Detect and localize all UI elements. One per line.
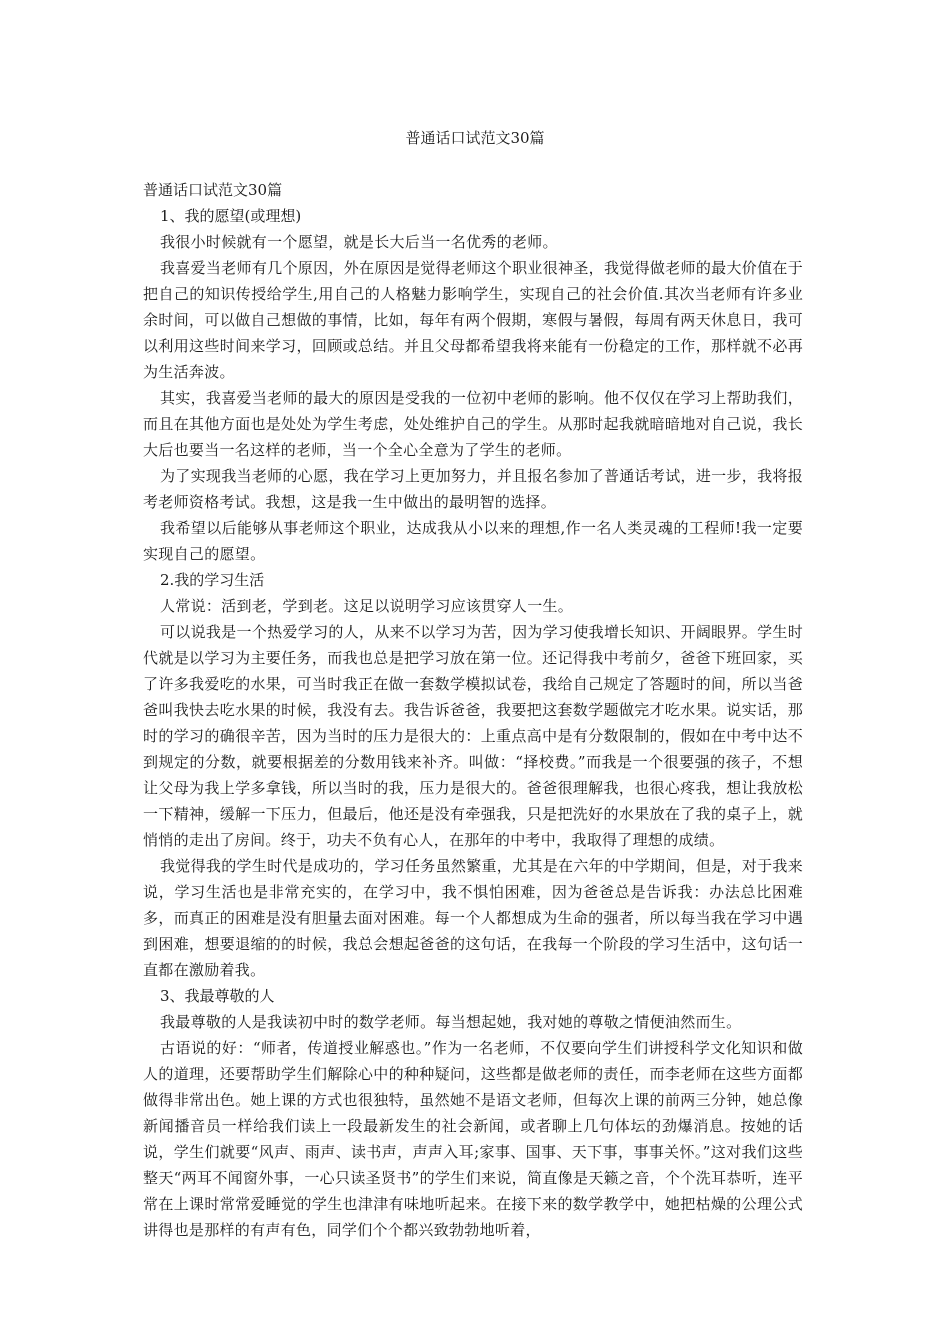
paragraph: 古语说的好：“师者，传道授业解惑也。”作为一名老师，不仅要向学生们讲授科学文化知识和做人的道理，还要帮助学生们解除心中的种种疑问，这些都是做老师的责任，而李老师在这些方面都做得非常出色。她上课的方式也很独特，虽然她不是语文老师，但每次上课的前两三分钟，她总像新闻播音员一样给我们读上一段最新发生的社会新闻，或者聊上几句体坛的劲爆消息。按她的话说，学生们就要“风声、雨声、读书声，声声入耳;家事、国事、天下事，事事关怀。”这对我们这些整天“两耳不闻窗外事，一心只读圣贤书”的学生们来说，简直像是天籁之音，个个洗耳恭听，连平常在上课时常常爱睡觉的学生也津津有味地听起来。在接下来的数学教学中，她把枯燥的公理公式讲得也是那样的有声有色，同学们个个都兴致勃勃地听着，: [143, 1039, 803, 1239]
document-subtitle: 普通话口试范文30篇: [143, 181, 283, 199]
paragraph: 我最尊敬的人是我读初中时的数学老师。每当想起她，我对她的尊敬之情便油然而生。: [160, 1013, 742, 1031]
paragraph: 可以说我是一个热爱学习的人，从来不以学习为苦，因为学习使我增长知识、开阔眼界。学生时代就是以学习为主要任务，而我也总是把学习放在第一位。还记得我中考前夕，爸爸下班回家，买了许多我爱吃的水果，可当时我正在做一套数学模拟试卷，我给自己规定了答题时的间，所以当爸爸叫我快去吃水果的时候，我没有去。我告诉爸爸，我要把这套数学题做完才吃水果。说实话，那时的学习的确很辛苦，因为当时的压力是很大的：上重点高中是有分数限制的，假如在中考中达不到规定的分数，就要根据差的分数用钱来补齐。叫做：“择校费。”而我是一个很要强的孩子，不想让父母为我上学多拿钱，所以当时的我，压力是很大的。爸爸很理解我，也很心疼我，想让我放松一下精神，缓解一下压力，但最后，他还是没有牵强我，只是把洗好的水果放在了我的桌子上，就悄悄的走出了房间。终于，功夫不负有心人，在那年的中考中，我取得了理想的成绩。: [143, 623, 803, 849]
paragraph: 人常说：活到老，学到老。这足以说明学习应该贯穿人一生。: [160, 597, 574, 615]
paragraph: 我喜爱当老师有几个原因，外在原因是觉得老师这个职业很神圣，我觉得做老师的最大价值在于把自己的知识传授给学生,用自己的人格魅力影响学生，实现自己的社会价值.其次当老师有许多业余时间，可以做自己想做的事情，比如，每年有两个假期，寒假与暑假，每周有两天休息日，我可以利用这些时间来学习，回顾或总结。并且父母都希望我将来能有一份稳定的工作，那样就不必再为生活奔波。: [143, 259, 803, 381]
paragraph: 我希望以后能够从事老师这个职业，达成我从小以来的理想,作一名人类灵魂的工程师!我一定要实现自己的愿望。: [143, 519, 803, 563]
section-heading: 1、我的愿望(或理想): [160, 207, 302, 225]
paragraph: 为了实现我当老师的心愿，我在学习上更加努力，并且报名参加了普通话考试，进一步，我将报考老师资格考试。我想，这是我一生中做出的最明智的选择。: [143, 467, 803, 511]
paragraph: 其实，我喜爱当老师的最大的原因是受我的一位初中老师的影响。他不仅仅在学习上帮助我们，而且在其他方面也是处处为学生考虑，处处维护自己的学生。从那时起我就暗暗地对自己说，我长大后也要当一名这样的老师，当一个全心全意为了学生的老师。: [143, 389, 803, 459]
paragraph: 我很小时候就有一个愿望，就是长大后当一名优秀的老师。: [160, 233, 558, 251]
document-body: [143, 177, 803, 1243]
section-heading: 2.我的学习生活: [160, 571, 265, 589]
paragraph: 我觉得我的学生时代是成功的，学习任务虽然繁重，尤其是在六年的中学期间，但是，对于我来说，学习生活也是非常充实的，在学习中，我不惧怕困难，因为爸爸总是告诉我：办法总比困难多，而真正的困难是没有胆量去面对困难。每一个人都想成为生命的强者，所以每当我在学习中遇到困难，想要退缩的的时候，我总会想起爸爸的这句话，在我每一个阶段的学习生活中，这句话一直都在激励着我。: [143, 857, 803, 979]
section-heading: 3、我最尊敬的人: [160, 987, 275, 1005]
document-title: 普通话口试范文30篇: [405, 129, 545, 147]
